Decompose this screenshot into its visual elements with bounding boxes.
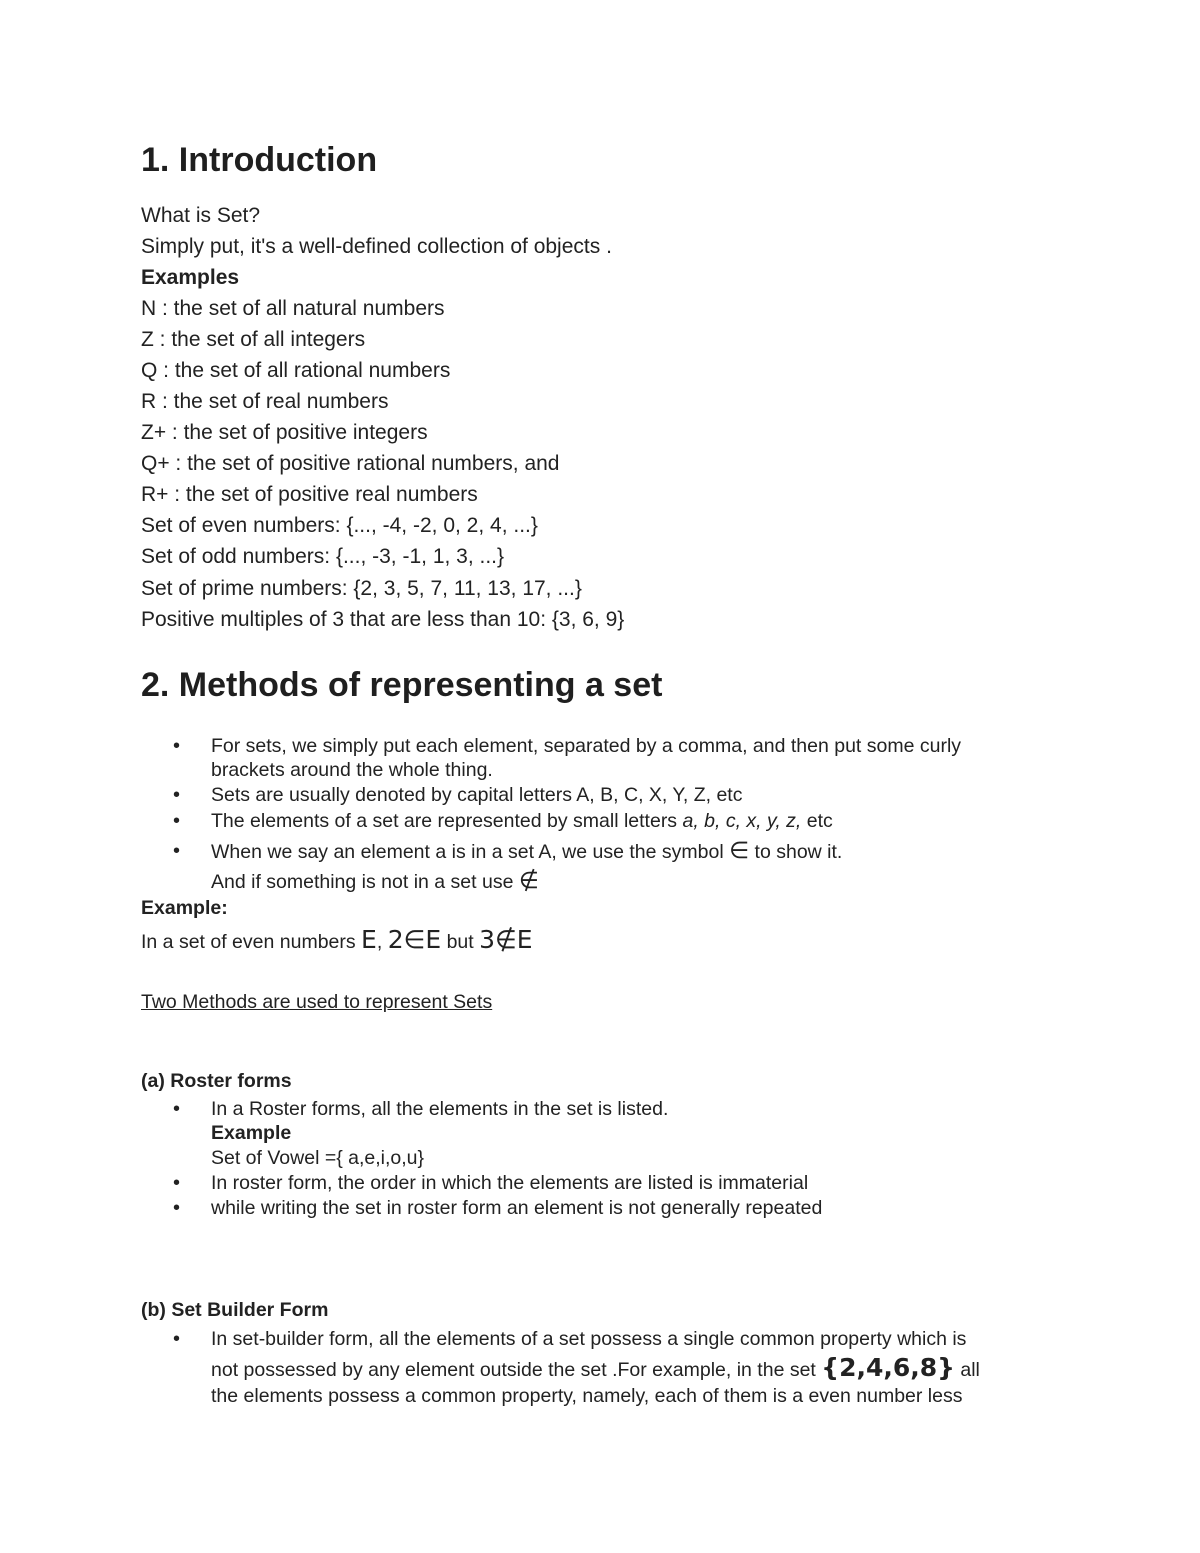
bullet-icon (173, 1097, 183, 1107)
bullet-icon (173, 839, 183, 849)
example-line: Z+ : the set of positive integers (141, 421, 428, 444)
example-line: Z : the set of all integers (141, 328, 366, 351)
example-text-part: In a set of even numbers (141, 931, 362, 953)
bullet-icon (173, 783, 183, 793)
bullet-text: the elements possess a common property, namely, each of them is a even number less (211, 1385, 963, 1407)
example-set-symbol: E (361, 925, 377, 954)
bullet-text: In set-builder form, all the elements of a set possess a single common property which is (211, 1328, 967, 1350)
bullet-icon (173, 1196, 183, 1206)
bullet-text (211, 809, 833, 833)
bullet-text (211, 839, 842, 864)
bullet-text-italic: a, b, c, x, y, z, (682, 810, 802, 832)
example-text-part: , (376, 931, 388, 953)
section-1-heading: 1. Introduction (141, 141, 378, 179)
bullet-icon (173, 734, 183, 744)
bullet-text: brackets around the whole thing. (211, 759, 493, 781)
example-line: Q : the set of all rational numbers (141, 359, 451, 382)
example-line: Set of even numbers: {..., -4, -2, 0, 2, 4, ...} (141, 514, 538, 537)
bullet-text: Sets are usually denoted by capital letters A, B, C, X, Y, Z, etc (211, 784, 743, 806)
bullet-text: In roster form, the order in which the elements are listed is immaterial (211, 1172, 809, 1194)
element-of-symbol: ∈ (729, 838, 750, 864)
bullet-text-part: When we say an element a is in a set A, we use the symbol (211, 841, 730, 863)
bullet-text-part: And if something is not in a set use (211, 871, 519, 893)
example-in-expression: 2∈E (387, 925, 442, 954)
bullet-icon (173, 1327, 183, 1337)
question-text: What is Set? (141, 204, 261, 227)
bullet-text (211, 1353, 980, 1382)
example-line: Set of prime numbers: {2, 3, 5, 7, 11, 13, 17, ...} (141, 577, 582, 600)
bullet-text-part: etc (801, 810, 833, 832)
examples-label: Examples (141, 266, 240, 289)
example-line: Set of odd numbers: {..., -3, -1, 1, 3, ...} (141, 545, 505, 568)
example-line: Q+ : the set of positive rational numbers, and (141, 452, 560, 475)
bullet-icon (173, 1171, 183, 1181)
section-2-heading: 2. Methods of representing a set (141, 666, 663, 704)
bullet-text: For sets, we simply put each element, separated by a comma, and then put some curly (211, 735, 962, 757)
example-line: N : the set of all natural numbers (141, 297, 445, 320)
roster-example-label: Example (211, 1122, 292, 1144)
example-notin-expression: 3∉E (479, 925, 533, 954)
example-set-expression: {2,4,6,8} (821, 1353, 955, 1382)
example-line: R+ : the set of positive real numbers (141, 483, 478, 506)
bullet-text: while writing the set in roster form an element is not generally repeated (211, 1197, 823, 1219)
definition-text: Simply put, it's a well-defined collection of objects . (141, 235, 612, 258)
example-sentence (141, 925, 533, 954)
bullet-text-part: all (954, 1359, 980, 1381)
not-element-of-symbol: ∉ (518, 868, 539, 894)
example-line: R : the set of real numbers (141, 390, 389, 413)
bullet-text: In a Roster forms, all the elements in the set is listed. (211, 1098, 669, 1120)
bullet-text-part: The elements of a set are represented by small letters (211, 810, 683, 832)
example-line: Positive multiples of 3 that are less than 10: {3, 6, 9} (141, 608, 625, 631)
example-text-part: but (441, 931, 480, 953)
bullet-icon (173, 809, 183, 819)
two-methods-heading: Two Methods are used to represent Sets (141, 991, 493, 1013)
bullet-text-part: not possessed by any element outside the set .For example, in the set (211, 1359, 822, 1381)
roster-heading: (a) Roster forms (141, 1070, 292, 1092)
example-label: Example: (141, 897, 228, 919)
roster-example: Set of Vowel ={ a,e,i,o,u} (211, 1147, 425, 1169)
builder-heading: (b) Set Builder Form (141, 1299, 329, 1321)
bullet-text-part: to show it. (749, 841, 843, 863)
bullet-text (211, 869, 539, 894)
